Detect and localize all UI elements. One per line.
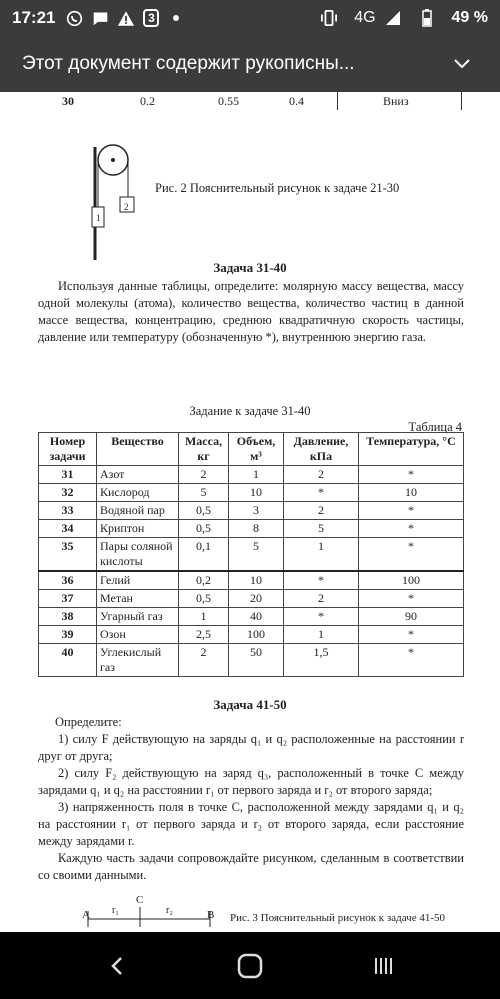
value-cell: 20 [229,590,284,608]
table-row [39,608,464,626]
figure-2-caption: Рис. 2 Пояснительный рисунок к задаче 21-30 [155,181,400,195]
figure-3-caption: Рис. 3 Пояснительный рисунок к задаче 41-50 [230,912,445,924]
value-cell: 100 [359,571,464,590]
value-cell: 5 [229,538,284,572]
substance-cell: Углекислый газ [97,644,179,677]
pulley-figure [85,142,150,262]
task-number-cell: 39 [39,626,97,644]
document-title: Этот документ содержит рукописны... [22,53,355,74]
fig3-label-b: B [207,909,215,921]
row30-v3: 0.4 [289,94,304,108]
value-cell: 2,5 [179,626,229,644]
substance-cell: Азот [97,466,179,484]
table-row [39,644,464,677]
value-cell: 50 [229,644,284,677]
app-bar [0,36,500,92]
substance-cell: Криптон [97,520,179,538]
table-caption: Задание к задаче 31-40 [189,404,311,418]
fig3-label-a: A [82,909,90,921]
table-row [39,626,464,644]
value-cell: 2 [284,590,359,608]
signal-icon [384,9,402,27]
table-row [39,466,464,484]
value-cell: * [284,484,359,502]
chevron-down-icon[interactable] [442,44,482,84]
battery-icon [418,9,436,27]
value-cell: * [359,520,464,538]
network-label: 4G [354,9,376,26]
value-cell: 1,5 [284,644,359,677]
table-row [39,590,464,608]
warning-icon [117,9,135,27]
value-cell: 2 [179,466,229,484]
value-cell: * [359,538,464,572]
vibrate-icon [320,9,338,27]
value-cell: 10 [359,484,464,502]
task-number-cell: 33 [39,502,97,520]
task-number-cell: 36 [39,571,97,590]
back-icon[interactable] [95,944,139,988]
message-icon [91,9,109,27]
value-cell: * [284,571,359,590]
charges-figure [80,897,220,932]
substance-cell: Гелий [97,571,179,590]
substance-cell: Пары соляной кислоты [97,538,179,572]
task-41-item-3: 3) напряженность поля в точке С, расположенной между зарядами q₁ и q₂ на расстоянии r₁ от первого заряда и r₂ от второго заряда, если расстояние между зарядами r. [38,800,464,848]
fig3-label-r2: r₂ [166,905,173,916]
substance-cell: Озон [97,626,179,644]
value-cell: 5 [284,520,359,538]
value-cell: 0,5 [179,520,229,538]
fig3-label-r1: r₁ [112,905,119,916]
status-time: 17:21 [12,8,56,27]
substance-cell: Угарный газ [97,608,179,626]
col-header: Давление, кПа [284,433,359,466]
task-31-text: Используя данные таблицы, определите: молярную массу вещества, массу одной молекулы (атома), количество вещества, количество частиц в данной массе вещества, концентрацию, среднюю квадратичную скорость частицы, давление или температуру (обозначенную *), внутреннюю энергию газа. [38,279,464,344]
table-line [461,92,462,110]
data-table [38,432,464,677]
value-cell: 1 [179,608,229,626]
col-header: Номер задачи [39,433,97,466]
task-41-item-1: 1) силу F действующую на заряды q₁ и q₂ расположенные на расстоянии r друг от друга; [38,732,464,763]
value-cell: 8 [229,520,284,538]
task-number-cell: 34 [39,520,97,538]
row30-number: 30 [62,94,74,108]
table-row [39,484,464,502]
value-cell: 2 [284,466,359,484]
value-cell: 10 [229,484,284,502]
value-cell: 2 [179,644,229,677]
substance-cell: Водяной пар [97,502,179,520]
substance-cell: Кислород [97,484,179,502]
col-header: Температура, °С [359,433,464,466]
status-bar [0,0,500,36]
home-icon[interactable] [228,944,272,988]
value-cell: 40 [229,608,284,626]
table-line [337,92,338,110]
task-41-intro: Определите: [55,715,122,729]
value-cell: 1 [284,538,359,572]
task-31-title: Задача 31-40 [213,260,287,275]
value-cell: * [359,590,464,608]
dot-icon [167,9,185,27]
value-cell: 3 [229,502,284,520]
substance-cell: Метан [97,590,179,608]
value-cell: * [359,502,464,520]
col-header: Масса, кг [179,433,229,466]
table-row [39,571,464,590]
figure-label-1: 1 [96,213,101,223]
value-cell: * [359,644,464,677]
figure-label-2: 2 [124,202,129,212]
notification-badge: 3 [143,9,159,27]
table-row [39,538,464,572]
row30-v1: 0.2 [140,94,155,108]
battery-percent: 49 % [451,9,488,26]
value-cell: 2 [284,502,359,520]
row30-v2: 0.55 [218,94,239,108]
value-cell: 1 [284,626,359,644]
value-cell: 0,5 [179,502,229,520]
value-cell: 0,2 [179,571,229,590]
table-row [39,502,464,520]
task-41-note: Каждую часть задачи сопровождайте рисунком, сделанным в соответствии со своими данными. [38,851,464,882]
value-cell: 1 [229,466,284,484]
document-viewer[interactable] [0,92,500,932]
row30-v4: Вниз [383,94,409,108]
value-cell: * [359,466,464,484]
value-cell: 0,5 [179,590,229,608]
task-number-cell: 32 [39,484,97,502]
whatsapp-icon [65,9,83,27]
task-number-cell: 35 [39,538,97,572]
value-cell: 10 [229,571,284,590]
navigation-bar [0,932,500,999]
value-cell: 0,1 [179,538,229,572]
value-cell: 90 [359,608,464,626]
task-41-title: Задача 41-50 [213,697,287,712]
task-number-cell: 37 [39,590,97,608]
table-row [39,520,464,538]
value-cell: 100 [229,626,284,644]
value-cell: 5 [179,484,229,502]
value-cell: * [284,608,359,626]
task-number-cell: 31 [39,466,97,484]
value-cell: * [359,626,464,644]
task-41-item-2: 2) силу F₂ действующую на заряд q₃, расположенный в точке С между зарядами q₁ и q₂ на расстоянии r₁ от первого заряда и r₂ от второго заряда; [38,766,464,797]
recents-icon[interactable] [361,944,405,988]
col-header: Вещество [97,433,179,466]
task-number-cell: 40 [39,644,97,677]
task-number-cell: 38 [39,608,97,626]
fig3-label-c: C [136,894,144,906]
col-header: Объем, м³ [229,433,284,466]
table-label: Таблица 4 [408,420,462,434]
